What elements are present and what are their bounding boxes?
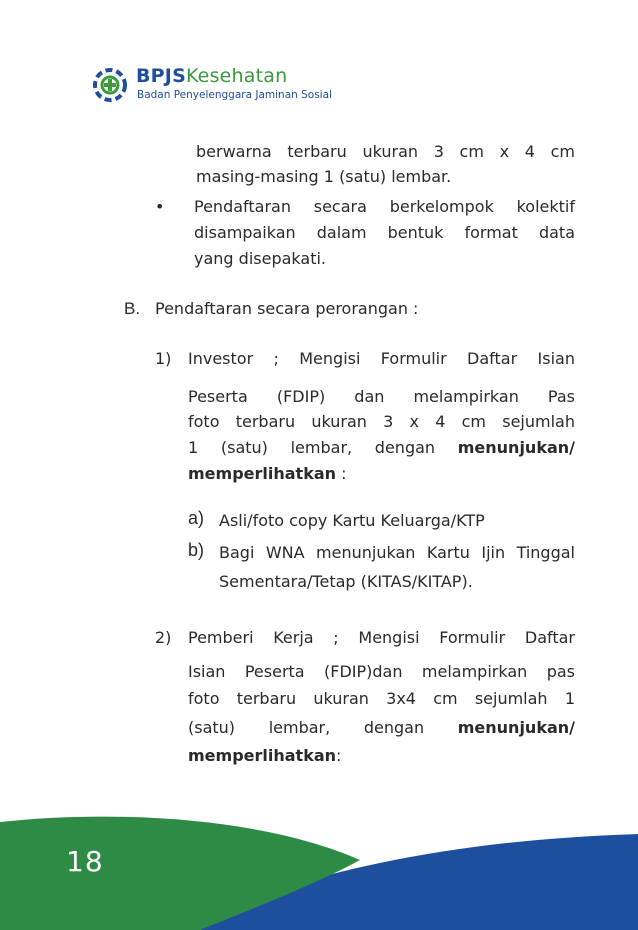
item-2-line-5: memperlihatkan:	[188, 746, 342, 765]
item-2-line-1: Pemberi Kerja ; Mengisi Formulir Daftar	[188, 628, 575, 647]
bpjs-emblem-icon	[92, 67, 128, 103]
sub-item-b-line-1: Bagi WNA menunjukan Kartu Ijin Tinggal	[219, 543, 575, 562]
continuation-line-1: berwarna terbaru ukuran 3 cm x 4 cm	[196, 142, 575, 161]
sub-item-b-line-2: Sementara/Tetap (KITAS/KITAP).	[219, 572, 473, 591]
item-1-line-5: memperlihatkan :	[188, 464, 347, 483]
logo-subtitle: Badan Penyelenggara Jaminan Sosial	[137, 89, 332, 101]
sub-item-a-text: Asli/foto copy Kartu Keluarga/KTP	[219, 511, 485, 530]
item-1-line-2: Peserta (FDIP) dan melampirkan Pas	[188, 387, 575, 406]
bullet-marker: •	[155, 197, 165, 216]
sub-item-b-marker: b)	[188, 540, 205, 560]
section-b-marker: B.	[124, 299, 141, 318]
item-1-line-3: foto terbaru ukuran 3 x 4 cm sejumlah	[188, 412, 575, 431]
item-2-line-2: Isian Peserta (FDIP)dan melampirkan pas	[188, 662, 575, 681]
bullet-line-3: yang disepakati.	[194, 249, 326, 268]
page-number: 18	[66, 845, 104, 878]
sub-item-a-marker: a)	[188, 508, 205, 528]
section-b-title: Pendaftaran secara perorangan :	[155, 299, 419, 318]
item-1-line-1: Investor ; Mengisi Formulir Daftar Isian	[188, 349, 575, 368]
item-2-line-4: (satu) lembar, dengan menunjukan/	[188, 718, 575, 737]
item-1-marker: 1)	[155, 349, 172, 368]
item-2-line-3: foto terbaru ukuran 3x4 cm sejumlah 1	[188, 689, 575, 708]
logo-title: BPJSKesehatan	[136, 65, 288, 87]
item-2-marker: 2)	[155, 628, 172, 647]
bullet-line-2: disampaikan dalam bentuk format data	[194, 223, 575, 242]
bullet-line-1: Pendaftaran secara berkelompok kolektif	[194, 197, 575, 216]
brand-logo	[92, 65, 332, 105]
continuation-line-2: masing-masing 1 (satu) lembar.	[196, 167, 452, 186]
item-1-line-4: 1 (satu) lembar, dengan menunjukan/	[188, 438, 575, 457]
